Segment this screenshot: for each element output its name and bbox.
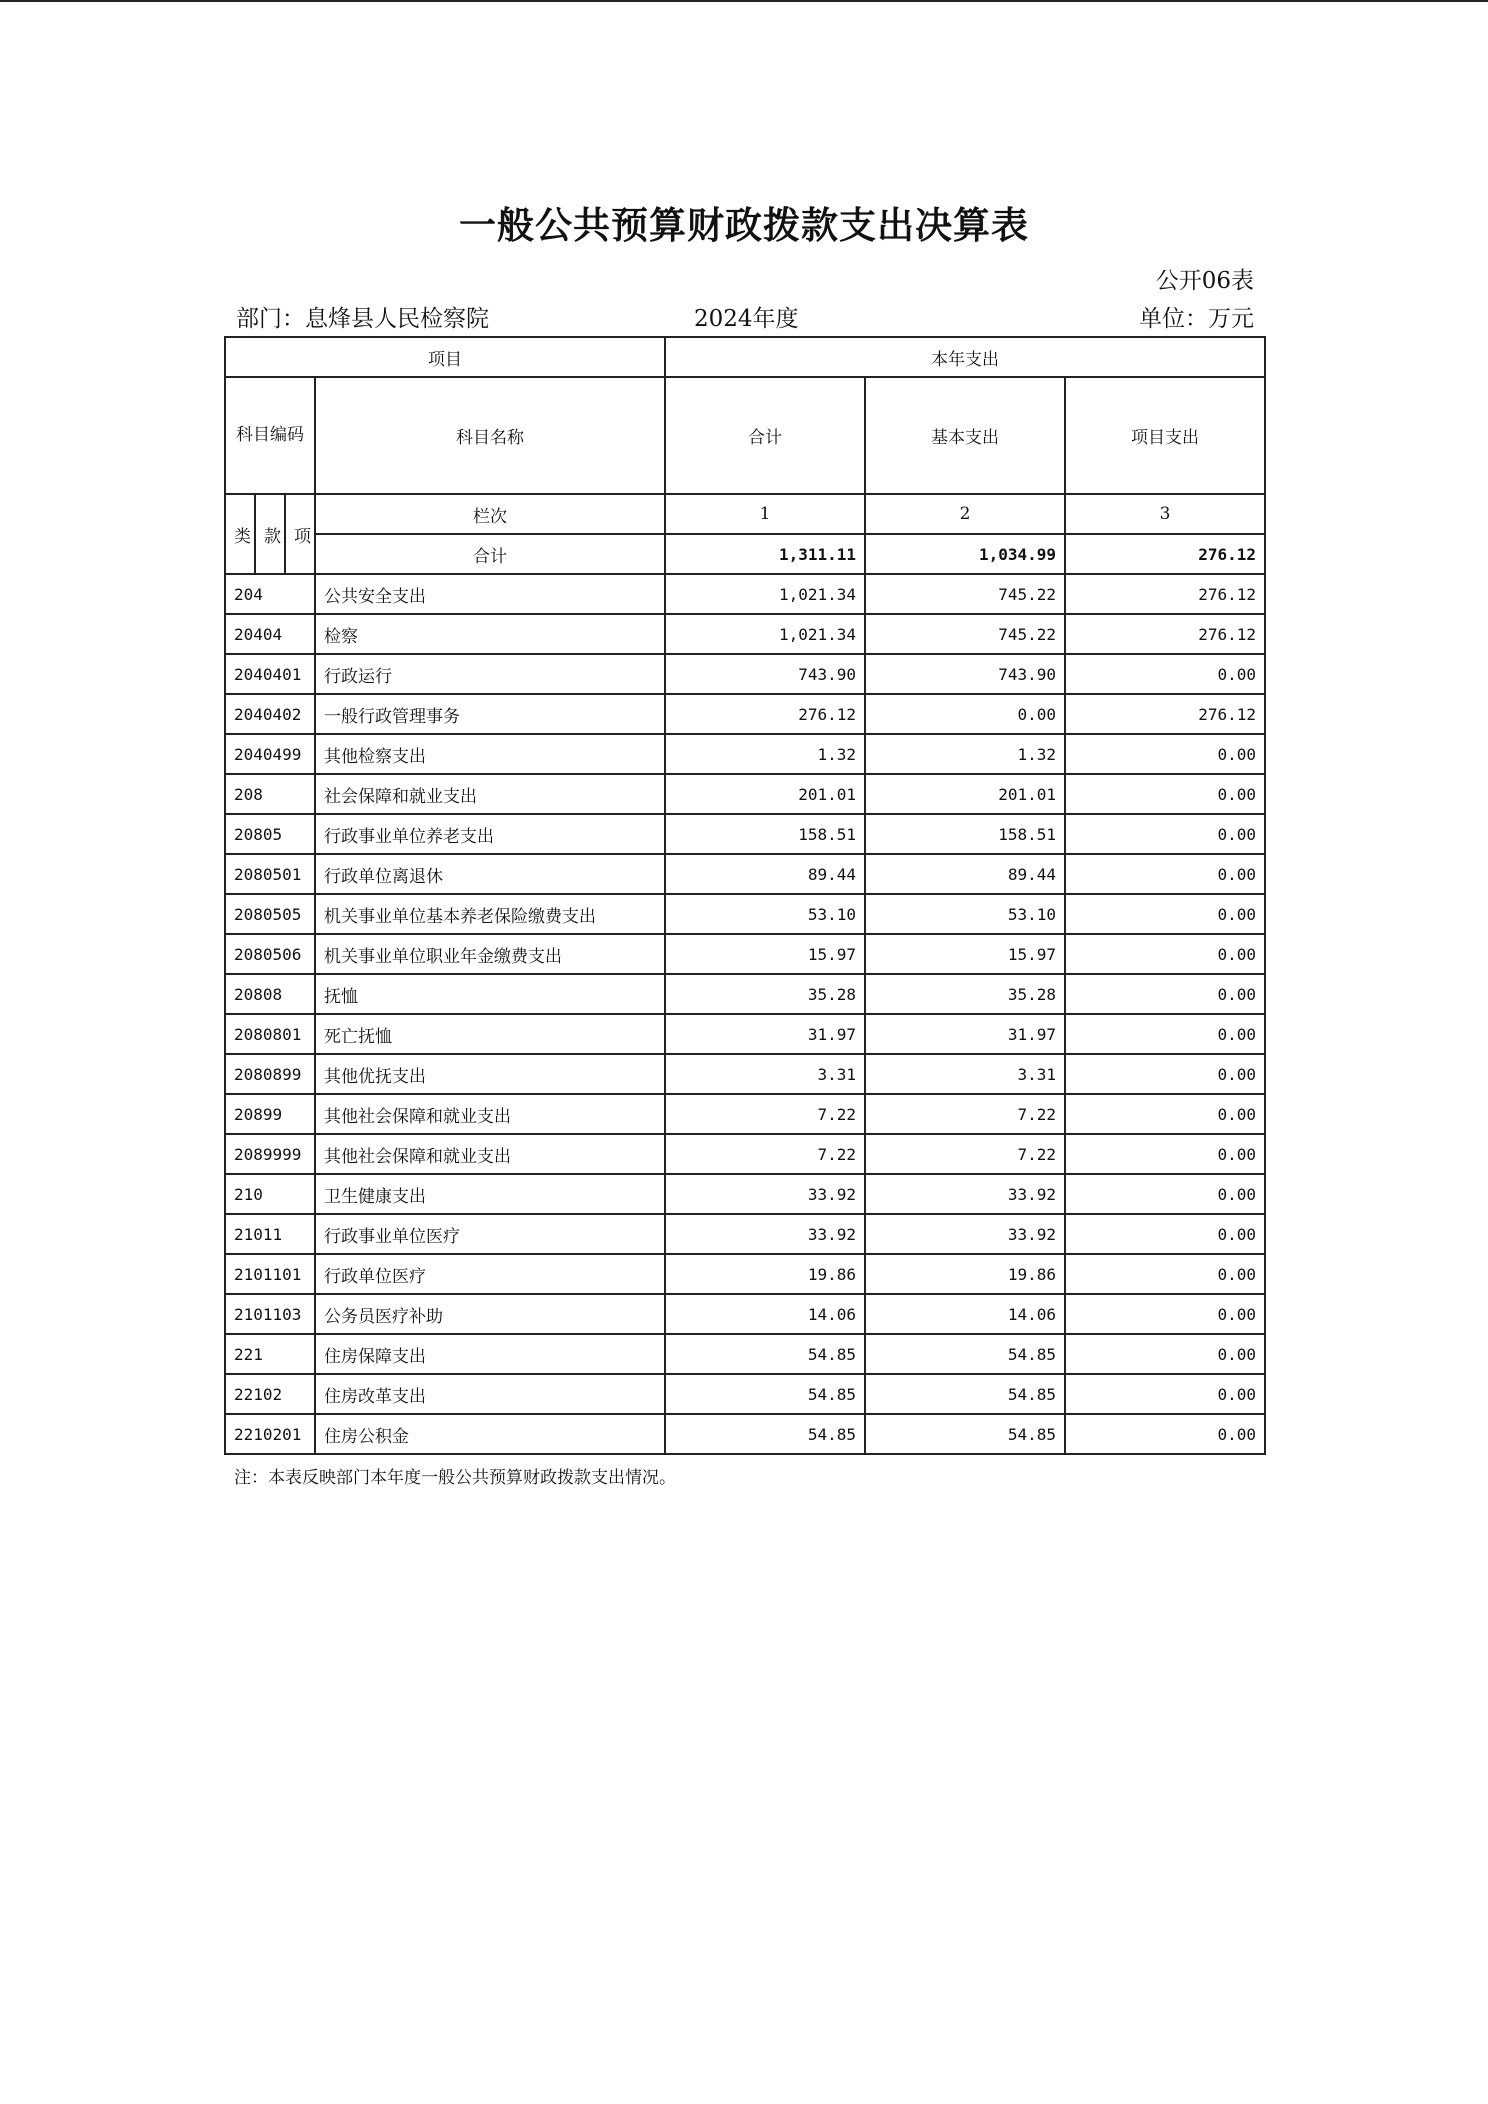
row-basic: 0.00 — [865, 694, 1065, 734]
total-basic: 1,034.99 — [865, 534, 1065, 574]
row-code: 21011 — [225, 1214, 315, 1254]
row-project: 0.00 — [1065, 934, 1265, 974]
row-total: 14.06 — [665, 1294, 865, 1334]
row-project: 0.00 — [1065, 1054, 1265, 1094]
row-project: 0.00 — [1065, 1094, 1265, 1134]
row-basic: 14.06 — [865, 1294, 1065, 1334]
row-code: 221 — [225, 1334, 315, 1374]
row-name: 机关事业单位职业年金缴费支出 — [315, 934, 665, 974]
row-name: 其他社会保障和就业支出 — [315, 1134, 665, 1174]
header-basic: 基本支出 — [865, 377, 1065, 494]
row-code: 20805 — [225, 814, 315, 854]
row-code: 2040401 — [225, 654, 315, 694]
table-row — [225, 894, 1265, 934]
row-code: 2080501 — [225, 854, 315, 894]
header-row-1 — [225, 337, 1265, 377]
row-name: 卫生健康支出 — [315, 1174, 665, 1214]
table-row — [225, 1254, 1265, 1294]
row-code: 20899 — [225, 1094, 315, 1134]
row-basic: 54.85 — [865, 1374, 1065, 1414]
header-kuan: 款 — [255, 494, 285, 574]
table-row — [225, 934, 1265, 974]
row-code: 210 — [225, 1174, 315, 1214]
row-project: 0.00 — [1065, 814, 1265, 854]
row-name: 抚恤 — [315, 974, 665, 1014]
row-name: 公共安全支出 — [315, 574, 665, 614]
row-basic: 89.44 — [865, 854, 1065, 894]
table-row — [225, 694, 1265, 734]
department-label: 部门：息烽县人民检察院 — [236, 306, 489, 332]
row-basic: 31.97 — [865, 1014, 1065, 1054]
table-row — [225, 1214, 1265, 1254]
row-code: 2080899 — [225, 1054, 315, 1094]
row-code: 2080506 — [225, 934, 315, 974]
row-name: 其他社会保障和就业支出 — [315, 1094, 665, 1134]
row-total: 35.28 — [665, 974, 865, 1014]
row-total: 33.92 — [665, 1214, 865, 1254]
header-current-year-expense: 本年支出 — [665, 337, 1265, 377]
row-total: 1.32 — [665, 734, 865, 774]
row-project: 0.00 — [1065, 894, 1265, 934]
row-name: 行政运行 — [315, 654, 665, 694]
row-total: 276.12 — [665, 694, 865, 734]
row-project: 0.00 — [1065, 734, 1265, 774]
header-total: 合计 — [665, 377, 865, 494]
row-project: 0.00 — [1065, 1134, 1265, 1174]
row-project: 0.00 — [1065, 1374, 1265, 1414]
table-row — [225, 1294, 1265, 1334]
row-code: 2101101 — [225, 1254, 315, 1294]
footnote: 注：本表反映部门本年度一般公共预算财政拨款支出情况。 — [234, 1468, 676, 1488]
row-total: 54.85 — [665, 1374, 865, 1414]
row-name: 死亡抚恤 — [315, 1014, 665, 1054]
header-lei: 类 — [225, 494, 255, 574]
row-project: 0.00 — [1065, 1254, 1265, 1294]
table-row — [225, 734, 1265, 774]
table-row — [225, 1054, 1265, 1094]
page-title: 一般公共预算财政拨款支出决算表 — [459, 204, 1029, 247]
row-basic: 7.22 — [865, 1094, 1065, 1134]
row-code: 2080505 — [225, 894, 315, 934]
row-total: 33.92 — [665, 1174, 865, 1214]
row-project: 0.00 — [1065, 974, 1265, 1014]
row-name: 公务员医疗补助 — [315, 1294, 665, 1334]
row-code: 22102 — [225, 1374, 315, 1414]
total-sum: 1,311.11 — [665, 534, 865, 574]
table-row — [225, 1094, 1265, 1134]
expenditure-table — [224, 336, 1266, 1455]
header-project-expense: 项目支出 — [1065, 377, 1265, 494]
row-project: 0.00 — [1065, 1174, 1265, 1214]
row-basic: 54.85 — [865, 1334, 1065, 1374]
row-total: 89.44 — [665, 854, 865, 894]
table-row — [225, 574, 1265, 614]
row-code: 208 — [225, 774, 315, 814]
row-project: 0.00 — [1065, 1334, 1265, 1374]
row-basic: 54.85 — [865, 1414, 1065, 1454]
row-basic: 3.31 — [865, 1054, 1065, 1094]
row-code: 2080801 — [225, 1014, 315, 1054]
row-total: 54.85 — [665, 1414, 865, 1454]
row-project: 276.12 — [1065, 614, 1265, 654]
row-project: 276.12 — [1065, 574, 1265, 614]
table-row — [225, 1334, 1265, 1374]
row-code: 20808 — [225, 974, 315, 1014]
table-row — [225, 1014, 1265, 1054]
table-row — [225, 1134, 1265, 1174]
row-total: 53.10 — [665, 894, 865, 934]
table-row — [225, 1414, 1265, 1454]
row-total: 19.86 — [665, 1254, 865, 1294]
row-code: 2040402 — [225, 694, 315, 734]
header-col-1: 1 — [665, 494, 865, 534]
table-row — [225, 654, 1265, 694]
header-subject-code: 科目编码 — [225, 377, 315, 494]
header-col-2: 2 — [865, 494, 1065, 534]
row-name: 一般行政管理事务 — [315, 694, 665, 734]
row-code: 204 — [225, 574, 315, 614]
header-row-2 — [225, 377, 1265, 494]
top-border-rule — [0, 0, 1488, 2]
row-basic: 33.92 — [865, 1214, 1065, 1254]
row-name: 行政事业单位养老支出 — [315, 814, 665, 854]
row-name: 住房改革支出 — [315, 1374, 665, 1414]
row-basic: 15.97 — [865, 934, 1065, 974]
table-row — [225, 1174, 1265, 1214]
header-subject-name: 科目名称 — [315, 377, 665, 494]
row-total: 31.97 — [665, 1014, 865, 1054]
row-basic: 19.86 — [865, 1254, 1065, 1294]
row-code: 2040499 — [225, 734, 315, 774]
row-total: 1,021.34 — [665, 614, 865, 654]
row-project: 0.00 — [1065, 1414, 1265, 1454]
row-name: 住房公积金 — [315, 1414, 665, 1454]
row-name: 检察 — [315, 614, 665, 654]
table-row — [225, 614, 1265, 654]
row-name: 住房保障支出 — [315, 1334, 665, 1374]
row-total: 1,021.34 — [665, 574, 865, 614]
header-project: 项目 — [225, 337, 665, 377]
row-basic: 1.32 — [865, 734, 1065, 774]
row-project: 0.00 — [1065, 1294, 1265, 1334]
row-code: 2089999 — [225, 1134, 315, 1174]
row-basic: 745.22 — [865, 614, 1065, 654]
row-project: 0.00 — [1065, 1014, 1265, 1054]
row-name: 其他优抚支出 — [315, 1054, 665, 1094]
unit-label: 单位：万元 — [1139, 306, 1254, 332]
row-basic: 33.92 — [865, 1174, 1065, 1214]
row-basic: 158.51 — [865, 814, 1065, 854]
row-total: 7.22 — [665, 1094, 865, 1134]
total-project: 276.12 — [1065, 534, 1265, 574]
table-row — [225, 814, 1265, 854]
row-code: 2210201 — [225, 1414, 315, 1454]
table-row — [225, 854, 1265, 894]
table-row — [225, 974, 1265, 1014]
row-project: 276.12 — [1065, 694, 1265, 734]
row-project: 0.00 — [1065, 774, 1265, 814]
row-total: 201.01 — [665, 774, 865, 814]
table-row — [225, 774, 1265, 814]
header-col-3: 3 — [1065, 494, 1265, 534]
row-code: 20404 — [225, 614, 315, 654]
header-column-index: 栏次 — [315, 494, 665, 534]
total-label: 合计 — [315, 534, 665, 574]
row-total: 3.31 — [665, 1054, 865, 1094]
row-basic: 35.28 — [865, 974, 1065, 1014]
row-project: 0.00 — [1065, 654, 1265, 694]
row-name: 行政单位医疗 — [315, 1254, 665, 1294]
table-row — [225, 1374, 1265, 1414]
header-xiang: 项 — [285, 494, 315, 574]
row-total: 743.90 — [665, 654, 865, 694]
row-basic: 743.90 — [865, 654, 1065, 694]
fiscal-year: 2024年度 — [694, 306, 799, 332]
row-name: 其他检察支出 — [315, 734, 665, 774]
row-name: 行政单位离退休 — [315, 854, 665, 894]
header-row-3 — [225, 494, 1265, 534]
row-basic: 53.10 — [865, 894, 1065, 934]
form-number: 公开06表 — [1155, 268, 1254, 294]
row-total: 15.97 — [665, 934, 865, 974]
row-basic: 7.22 — [865, 1134, 1065, 1174]
row-project: 0.00 — [1065, 1214, 1265, 1254]
row-name: 机关事业单位基本养老保险缴费支出 — [315, 894, 665, 934]
total-row — [225, 534, 1265, 574]
row-name: 行政事业单位医疗 — [315, 1214, 665, 1254]
row-total: 54.85 — [665, 1334, 865, 1374]
row-total: 158.51 — [665, 814, 865, 854]
row-basic: 745.22 — [865, 574, 1065, 614]
row-code: 2101103 — [225, 1294, 315, 1334]
row-basic: 201.01 — [865, 774, 1065, 814]
row-name: 社会保障和就业支出 — [315, 774, 665, 814]
row-total: 7.22 — [665, 1134, 865, 1174]
row-project: 0.00 — [1065, 854, 1265, 894]
